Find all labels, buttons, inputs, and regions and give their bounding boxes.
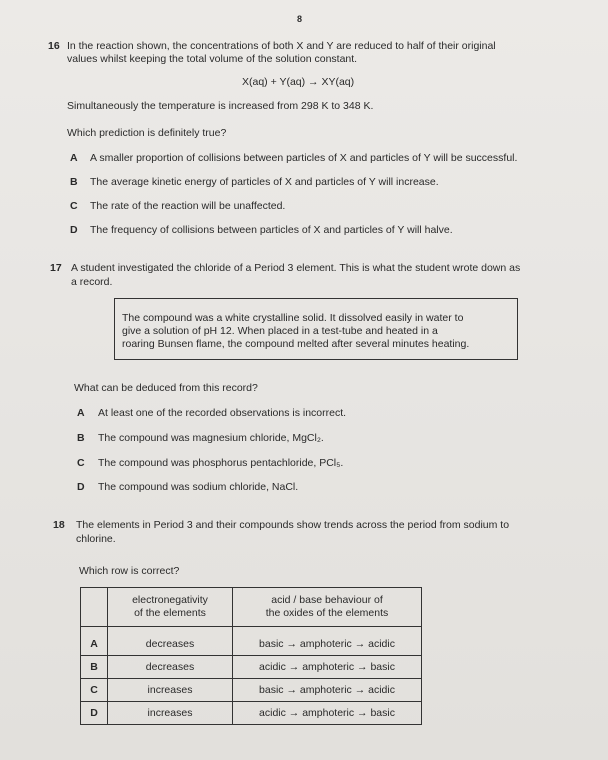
record-line3: roaring Bunsen flame, the compound melted after several minutes heating. xyxy=(122,338,470,350)
q16-option-a-letter[interactable]: A xyxy=(70,152,78,164)
q18-prompt: Which row is correct? xyxy=(79,565,180,577)
q16-option-a-text[interactable]: A smaller proportion of collisions between particles of X and particles of Y will be successful. xyxy=(90,152,518,164)
header-electronegativity xyxy=(108,588,233,627)
header-electronegativity-line1: electronegativity xyxy=(132,594,208,606)
row-letter[interactable]: D xyxy=(81,702,108,725)
row-acid-base: basic → amphoteric → acidic xyxy=(233,627,422,656)
q18-answer-table xyxy=(80,587,422,725)
q18-stem-line2: chlorine. xyxy=(76,533,116,545)
table-header-row xyxy=(81,588,422,627)
page-number: 8 xyxy=(297,14,303,24)
row-electronegativity: increases xyxy=(108,702,233,725)
q17-option-c-text[interactable]: The compound was phosphorus pentachloride, PCl₅. xyxy=(98,457,344,469)
header-acid-base-line1: acid / base behaviour of xyxy=(271,594,383,606)
header-blank-cell xyxy=(81,588,108,627)
table-row[interactable] xyxy=(81,627,422,656)
row-acid-base: basic → amphoteric → acidic xyxy=(233,679,422,702)
row-electronegativity: decreases xyxy=(108,627,233,656)
q16-stem-line1: In the reaction shown, the concentrations of both X and Y are reduced to half of their original xyxy=(67,40,496,52)
q17-option-b-text[interactable]: The compound was magnesium chloride, MgCl₂. xyxy=(98,432,324,444)
q17-option-d-letter[interactable]: D xyxy=(77,481,85,493)
q17-option-a-text[interactable]: At least one of the recorded observations is incorrect. xyxy=(98,407,347,419)
record-line1: The compound was a white crystalline solid. It dissolved easily in water to xyxy=(122,312,464,324)
q16-prompt: Which prediction is definitely true? xyxy=(67,127,227,139)
q17-option-d-text[interactable]: The compound was sodium chloride, NaCl. xyxy=(98,481,299,493)
header-acid-base xyxy=(233,588,422,627)
q16-option-b-text[interactable]: The average kinetic energy of particles of X and particles of Y will increase. xyxy=(90,176,439,188)
header-electronegativity-line2: of the elements xyxy=(134,607,206,619)
q16-equation: X(aq) + Y(aq) → XY(aq) xyxy=(242,76,355,88)
table-row[interactable] xyxy=(81,679,422,702)
q17-number: 17 xyxy=(50,262,62,274)
row-acid-base: acidic → amphoteric → basic xyxy=(233,702,422,725)
row-letter[interactable]: B xyxy=(81,656,108,679)
q16-option-c-letter[interactable]: C xyxy=(70,200,78,212)
q17-option-b-letter[interactable]: B xyxy=(77,432,85,444)
row-electronegativity: decreases xyxy=(108,656,233,679)
q17-stem-line1: A student investigated the chloride of a Period 3 element. This is what the student wrote down as xyxy=(71,262,521,274)
q17-prompt: What can be deduced from this record? xyxy=(74,382,258,394)
q18-stem-line1: The elements in Period 3 and their compounds show trends across the period from sodium to xyxy=(76,519,510,531)
q16-option-c-text[interactable]: The rate of the reaction will be unaffected. xyxy=(90,200,286,212)
row-letter[interactable]: C xyxy=(81,679,108,702)
row-acid-base: acidic → amphoteric → basic xyxy=(233,656,422,679)
q16-option-d-letter[interactable]: D xyxy=(70,224,78,236)
q17-option-a-letter[interactable]: A xyxy=(77,407,85,419)
table-row[interactable] xyxy=(81,702,422,725)
q18-number: 18 xyxy=(53,519,65,531)
header-acid-base-line2: the oxides of the elements xyxy=(265,607,389,619)
q16-condition: Simultaneously the temperature is increased from 298 K to 348 K. xyxy=(67,100,374,112)
q17-stem-line2: a record. xyxy=(71,276,113,288)
q16-stem-line2: values whilst keeping the total volume of the solution constant. xyxy=(67,53,358,65)
q16-number: 16 xyxy=(48,40,60,52)
table-row[interactable] xyxy=(81,656,422,679)
row-letter[interactable]: A xyxy=(81,627,108,656)
row-electronegativity: increases xyxy=(108,679,233,702)
q16-option-d-text[interactable]: The frequency of collisions between particles of X and particles of Y will halve. xyxy=(90,224,453,236)
record-line2: give a solution of pH 12. When placed in a test-tube and heated in a xyxy=(122,325,438,337)
q17-option-c-letter[interactable]: C xyxy=(77,457,85,469)
q16-option-b-letter[interactable]: B xyxy=(70,176,78,188)
